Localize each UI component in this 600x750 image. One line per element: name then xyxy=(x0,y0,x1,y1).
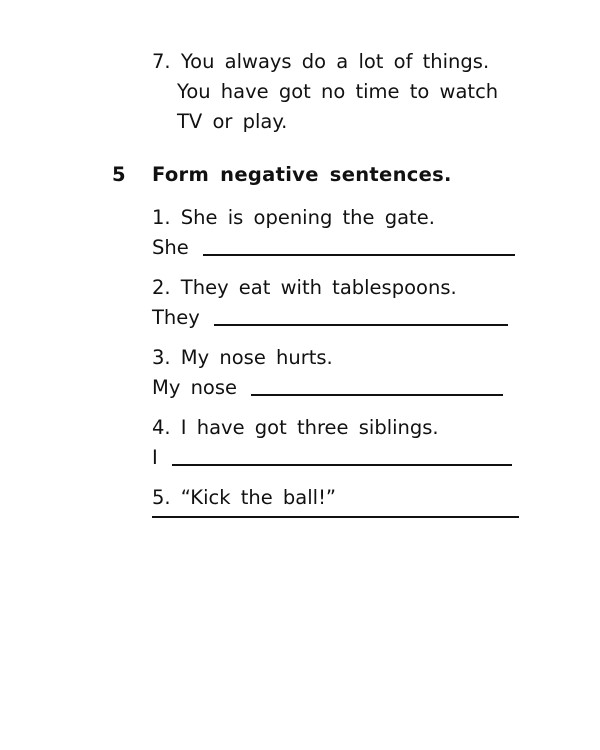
previous-item-7-line-3: TV or play. xyxy=(177,110,288,133)
previous-item-number: 7. xyxy=(152,50,171,73)
exercise-item-1-answer-row xyxy=(152,238,515,258)
exercise-item-2-answer-start: They xyxy=(152,306,200,329)
exercise-item-2-prompt: 2. They eat with tablespoons. xyxy=(152,276,457,299)
exercise-item-4-prompt: 4. I have got three siblings. xyxy=(152,416,439,439)
exercise-item-4-answer-start: I xyxy=(152,446,158,469)
previous-item-7-line-1 xyxy=(152,52,489,72)
exercise-item-4-answer-row xyxy=(152,448,512,468)
exercise-item-3-prompt: 3. My nose hurts. xyxy=(152,346,333,369)
exercise-item-1-answer-blank[interactable] xyxy=(203,254,515,256)
exercise-item-4-answer-blank[interactable] xyxy=(172,464,512,466)
exercise-item-5-answer-blank[interactable] xyxy=(152,516,519,518)
exercise-item-1-answer-start: She xyxy=(152,236,189,259)
exercise-item-5-answer-row xyxy=(152,516,519,520)
exercise-item-2-answer-blank[interactable] xyxy=(214,324,508,326)
exercise-item-3-answer-row xyxy=(152,378,503,398)
exercise-item-5-prompt: 5. “Kick the ball!” xyxy=(152,486,337,509)
previous-item-text-1: You always do a lot of things. xyxy=(180,50,490,73)
exercise-number: 5 xyxy=(112,163,126,186)
exercise-item-2-answer-row xyxy=(152,308,508,328)
exercise-item-3-answer-blank[interactable] xyxy=(251,394,503,396)
exercise-item-1-prompt: 1. She is opening the gate. xyxy=(152,206,435,229)
previous-item-7-line-2: You have got no time to watch xyxy=(177,80,499,103)
exercise-item-3-answer-start: My nose xyxy=(152,376,238,399)
exercise-instruction: Form negative sentences. xyxy=(152,163,452,186)
